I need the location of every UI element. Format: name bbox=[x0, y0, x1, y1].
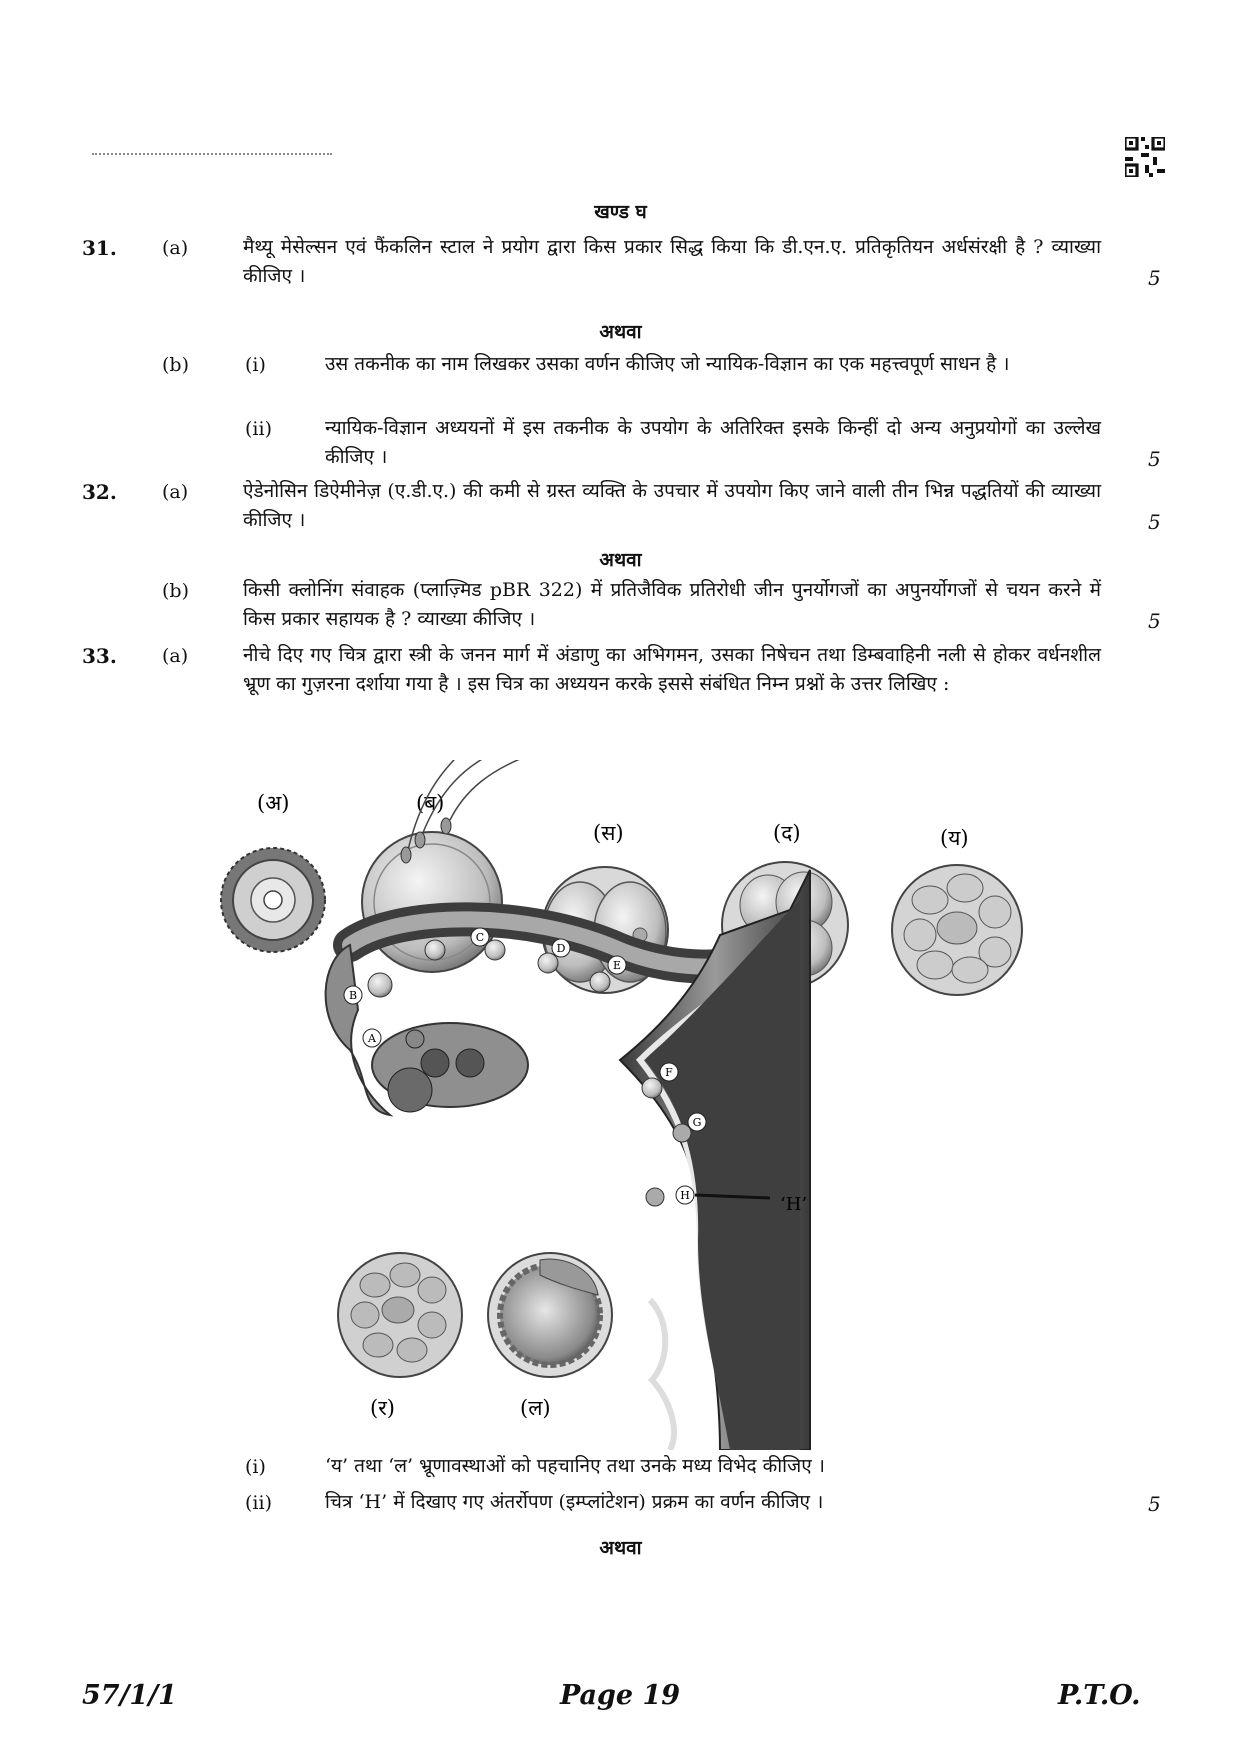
morula-stage bbox=[892, 865, 1022, 995]
page-number: Page 19 bbox=[559, 1680, 681, 1711]
tract-marker: E bbox=[612, 959, 622, 972]
late-morula-stage bbox=[338, 1253, 462, 1377]
marks: 5 bbox=[1148, 609, 1161, 633]
question-text: उस तकनीक का नाम लिखकर उसका वर्णन कीजिए जो न्यायिक-विज्ञान का एक महत्त्वपूर्ण साधन है । bbox=[325, 353, 1010, 375]
stage-label: (ब) bbox=[416, 791, 445, 815]
section-title: खण्ड घ bbox=[594, 201, 647, 223]
tract-marker: A bbox=[368, 1032, 376, 1045]
subpart-label: (i) bbox=[245, 1456, 266, 1478]
subpart-label: (ii) bbox=[245, 1492, 272, 1514]
marks: 5 bbox=[1148, 510, 1161, 534]
question-text: किसी क्लोनिंग संवाहक (प्लाज़्मिड pBR 322) में प्रतिजैविक प्रतिरोधी जीन पुनर्योगजों का अपुनर्योगजों से चयन करने में किस प्रकार सहायक है ? व्याख्या कीजिए । bbox=[243, 579, 1101, 630]
question-text: चित्र ‘H’ में दिखाए गए अंतर्रोपण (इम्प्लांटेशन) प्रक्रम का वर्णन कीजिए । bbox=[325, 1491, 824, 1513]
marks: 5 bbox=[1148, 1492, 1161, 1516]
marks: 5 bbox=[1148, 447, 1161, 471]
subpart-label: (i) bbox=[245, 354, 266, 376]
header-rule bbox=[92, 153, 332, 155]
qr-code-icon bbox=[1125, 137, 1165, 177]
tract-marker: F bbox=[665, 1066, 673, 1079]
tract-marker: H bbox=[680, 1189, 690, 1202]
subpart-label: (ii) bbox=[245, 418, 272, 440]
callout-label: ‘H’ bbox=[780, 1194, 808, 1215]
part-label: (a) bbox=[162, 645, 189, 667]
question-text: ऐडेनोसिन डिऐमीनेज़ (ए.डी.ए.) की कमी से ग्रस्त व्यक्ति के उपचार में उपयोग किए जाने वाली तीन भिन्न पद्धतियों की व्याख्या कीजिए । bbox=[243, 480, 1101, 531]
question-number: 33. bbox=[82, 644, 117, 668]
question-text: मैथ्यू मेसेल्सन एवं फैंकलिन स्टाल ने प्रयोग द्वारा किस प्रकार सिद्ध किया कि डी.एन.ए. प्रतिकृतियन अर्धसंरक्षी है ? व्याख्या कीजिए । bbox=[243, 236, 1101, 287]
part-label: (b) bbox=[162, 580, 189, 602]
question-number: 32. bbox=[82, 480, 117, 504]
or-label: अथवा bbox=[599, 321, 642, 343]
pto-label: P.T.O. bbox=[1058, 1680, 1141, 1711]
paper-code: 57/1/1 bbox=[82, 1680, 177, 1711]
stage-label: (य) bbox=[940, 826, 969, 850]
tract-marker: D bbox=[556, 942, 566, 955]
stage-label: (स) bbox=[593, 821, 624, 845]
part-label: (a) bbox=[162, 237, 189, 259]
embryo-development-figure bbox=[200, 760, 1040, 1450]
or-label: अथवा bbox=[599, 1537, 642, 1559]
tract-marker: G bbox=[692, 1116, 702, 1129]
marks: 5 bbox=[1148, 266, 1161, 290]
blastocyst-stage bbox=[488, 1253, 612, 1377]
tract-marker: B bbox=[348, 989, 358, 1002]
stage-label: (ल) bbox=[520, 1396, 551, 1420]
question-text: ‘य’ तथा ‘ल’ भ्रूणावस्थाओं को पहचानिए तथा उनके मध्य विभेद कीजिए । bbox=[325, 1455, 825, 1477]
stage-label: (द) bbox=[773, 821, 801, 845]
or-label: अथवा bbox=[599, 549, 642, 571]
ovum-stage bbox=[221, 848, 325, 952]
question-text: नीचे दिए गए चित्र द्वारा स्त्री के जनन मार्ग में अंडाणु का अभिगमन, उसका निषेचन तथा डिम्बवाहिनी नली से होकर वर्धनशील भ्रूण का गुज़रना दर्शाया गया है । इस चित्र का अध्ययन करके इससे संबंधित निम्न प्रश्नों के उत्तर लिखिए : bbox=[243, 644, 1101, 695]
question-number: 31. bbox=[82, 236, 117, 260]
part-label: (b) bbox=[162, 354, 189, 376]
part-label: (a) bbox=[162, 481, 189, 503]
stage-label: (र) bbox=[370, 1396, 395, 1420]
question-text: न्यायिक-विज्ञान अध्ययनों में इस तकनीक के उपयोग के अतिरिक्त इसके किन्हीं दो अन्य अनुप्रयोगों का उल्लेख कीजिए । bbox=[325, 417, 1101, 468]
tract-marker: C bbox=[475, 931, 485, 944]
stage-label: (अ) bbox=[257, 791, 290, 815]
